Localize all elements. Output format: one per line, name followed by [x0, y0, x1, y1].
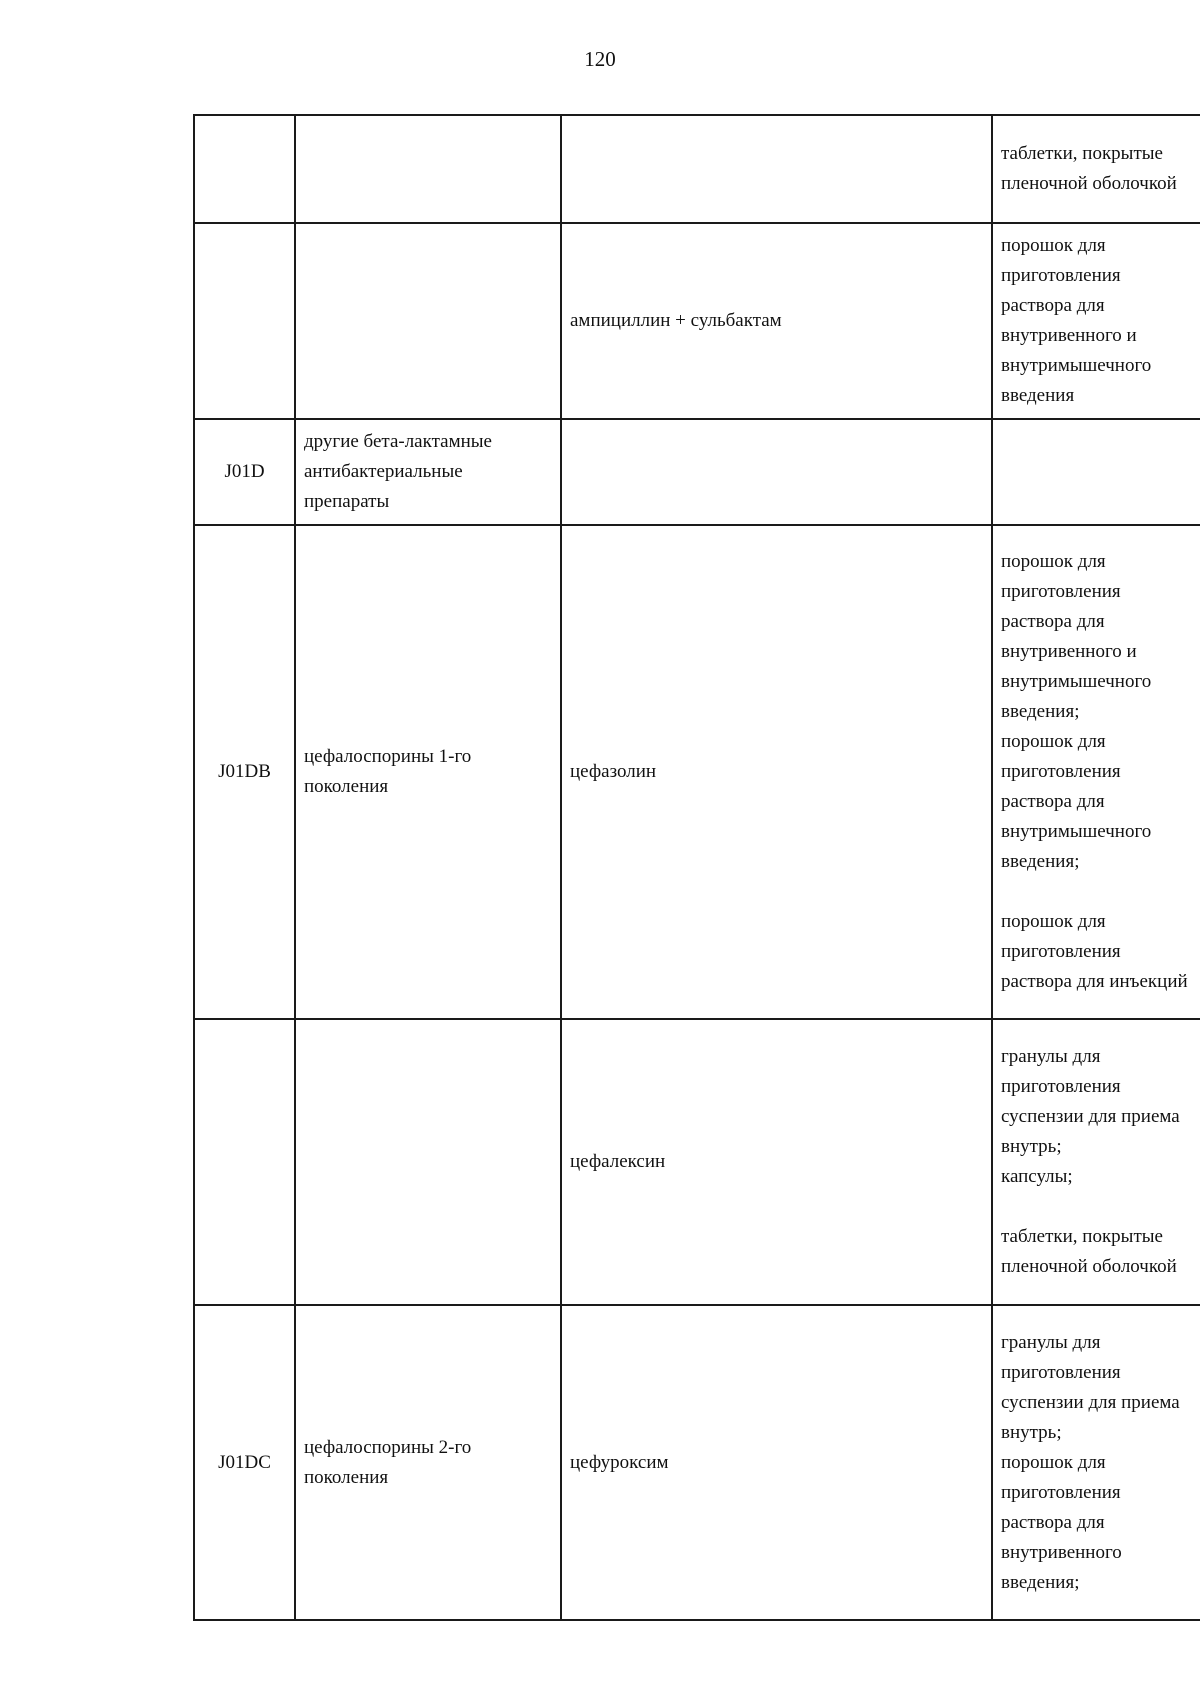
atc-code-cell [194, 223, 295, 419]
dosage-form-cell: таблетки, покрытые пленочной оболочкой [992, 115, 1200, 223]
anatomical-group-cell [295, 1019, 561, 1305]
table-row [194, 419, 1200, 525]
anatomical-group-cell [295, 223, 561, 419]
drug-name-cell: цефуроксим [561, 1305, 992, 1620]
drug-table [193, 114, 1200, 1621]
dosage-form-cell: гранулы для приготовления суспензии для приема внутрь; капсулы; таблетки, покрытые пленочной оболочкой [992, 1019, 1200, 1305]
dosage-form-cell: порошок для приготовления раствора для внутривенного и внутримышечного введения [992, 223, 1200, 419]
drug-name-cell: ампициллин + сульбактам [561, 223, 992, 419]
dosage-form-cell: гранулы для приготовления суспензии для приема внутрь; порошок для приготовления раствора для внутривенного введения; [992, 1305, 1200, 1620]
atc-code-cell: J01DC [194, 1305, 295, 1620]
drug-name-cell: цефалексин [561, 1019, 992, 1305]
anatomical-group-cell: цефалоспорины 2-го поколения [295, 1305, 561, 1620]
table-row [194, 115, 1200, 223]
table-row [194, 1019, 1200, 1305]
dosage-form-cell: порошок для приготовления раствора для внутривенного и внутримышечного введения; порошок для приготовления раствора для внутримышечного введения; порошок для приготовления раствора для инъекций [992, 525, 1200, 1019]
atc-code-cell: J01D [194, 419, 295, 525]
drug-name-cell [561, 419, 992, 525]
dosage-form-cell [992, 419, 1200, 525]
page-number: 120 [584, 47, 616, 71]
anatomical-group-cell [295, 115, 561, 223]
atc-code-cell [194, 115, 295, 223]
atc-code-cell [194, 1019, 295, 1305]
drug-name-cell [561, 115, 992, 223]
drug-name-cell: цефазолин [561, 525, 992, 1019]
table-row [194, 525, 1200, 1019]
anatomical-group-cell: цефалоспорины 1-го поколения [295, 525, 561, 1019]
atc-code-cell: J01DB [194, 525, 295, 1019]
anatomical-group-cell: другие бета-лактамные антибактериальные препараты [295, 419, 561, 525]
table-row [194, 223, 1200, 419]
table-row [194, 1305, 1200, 1620]
